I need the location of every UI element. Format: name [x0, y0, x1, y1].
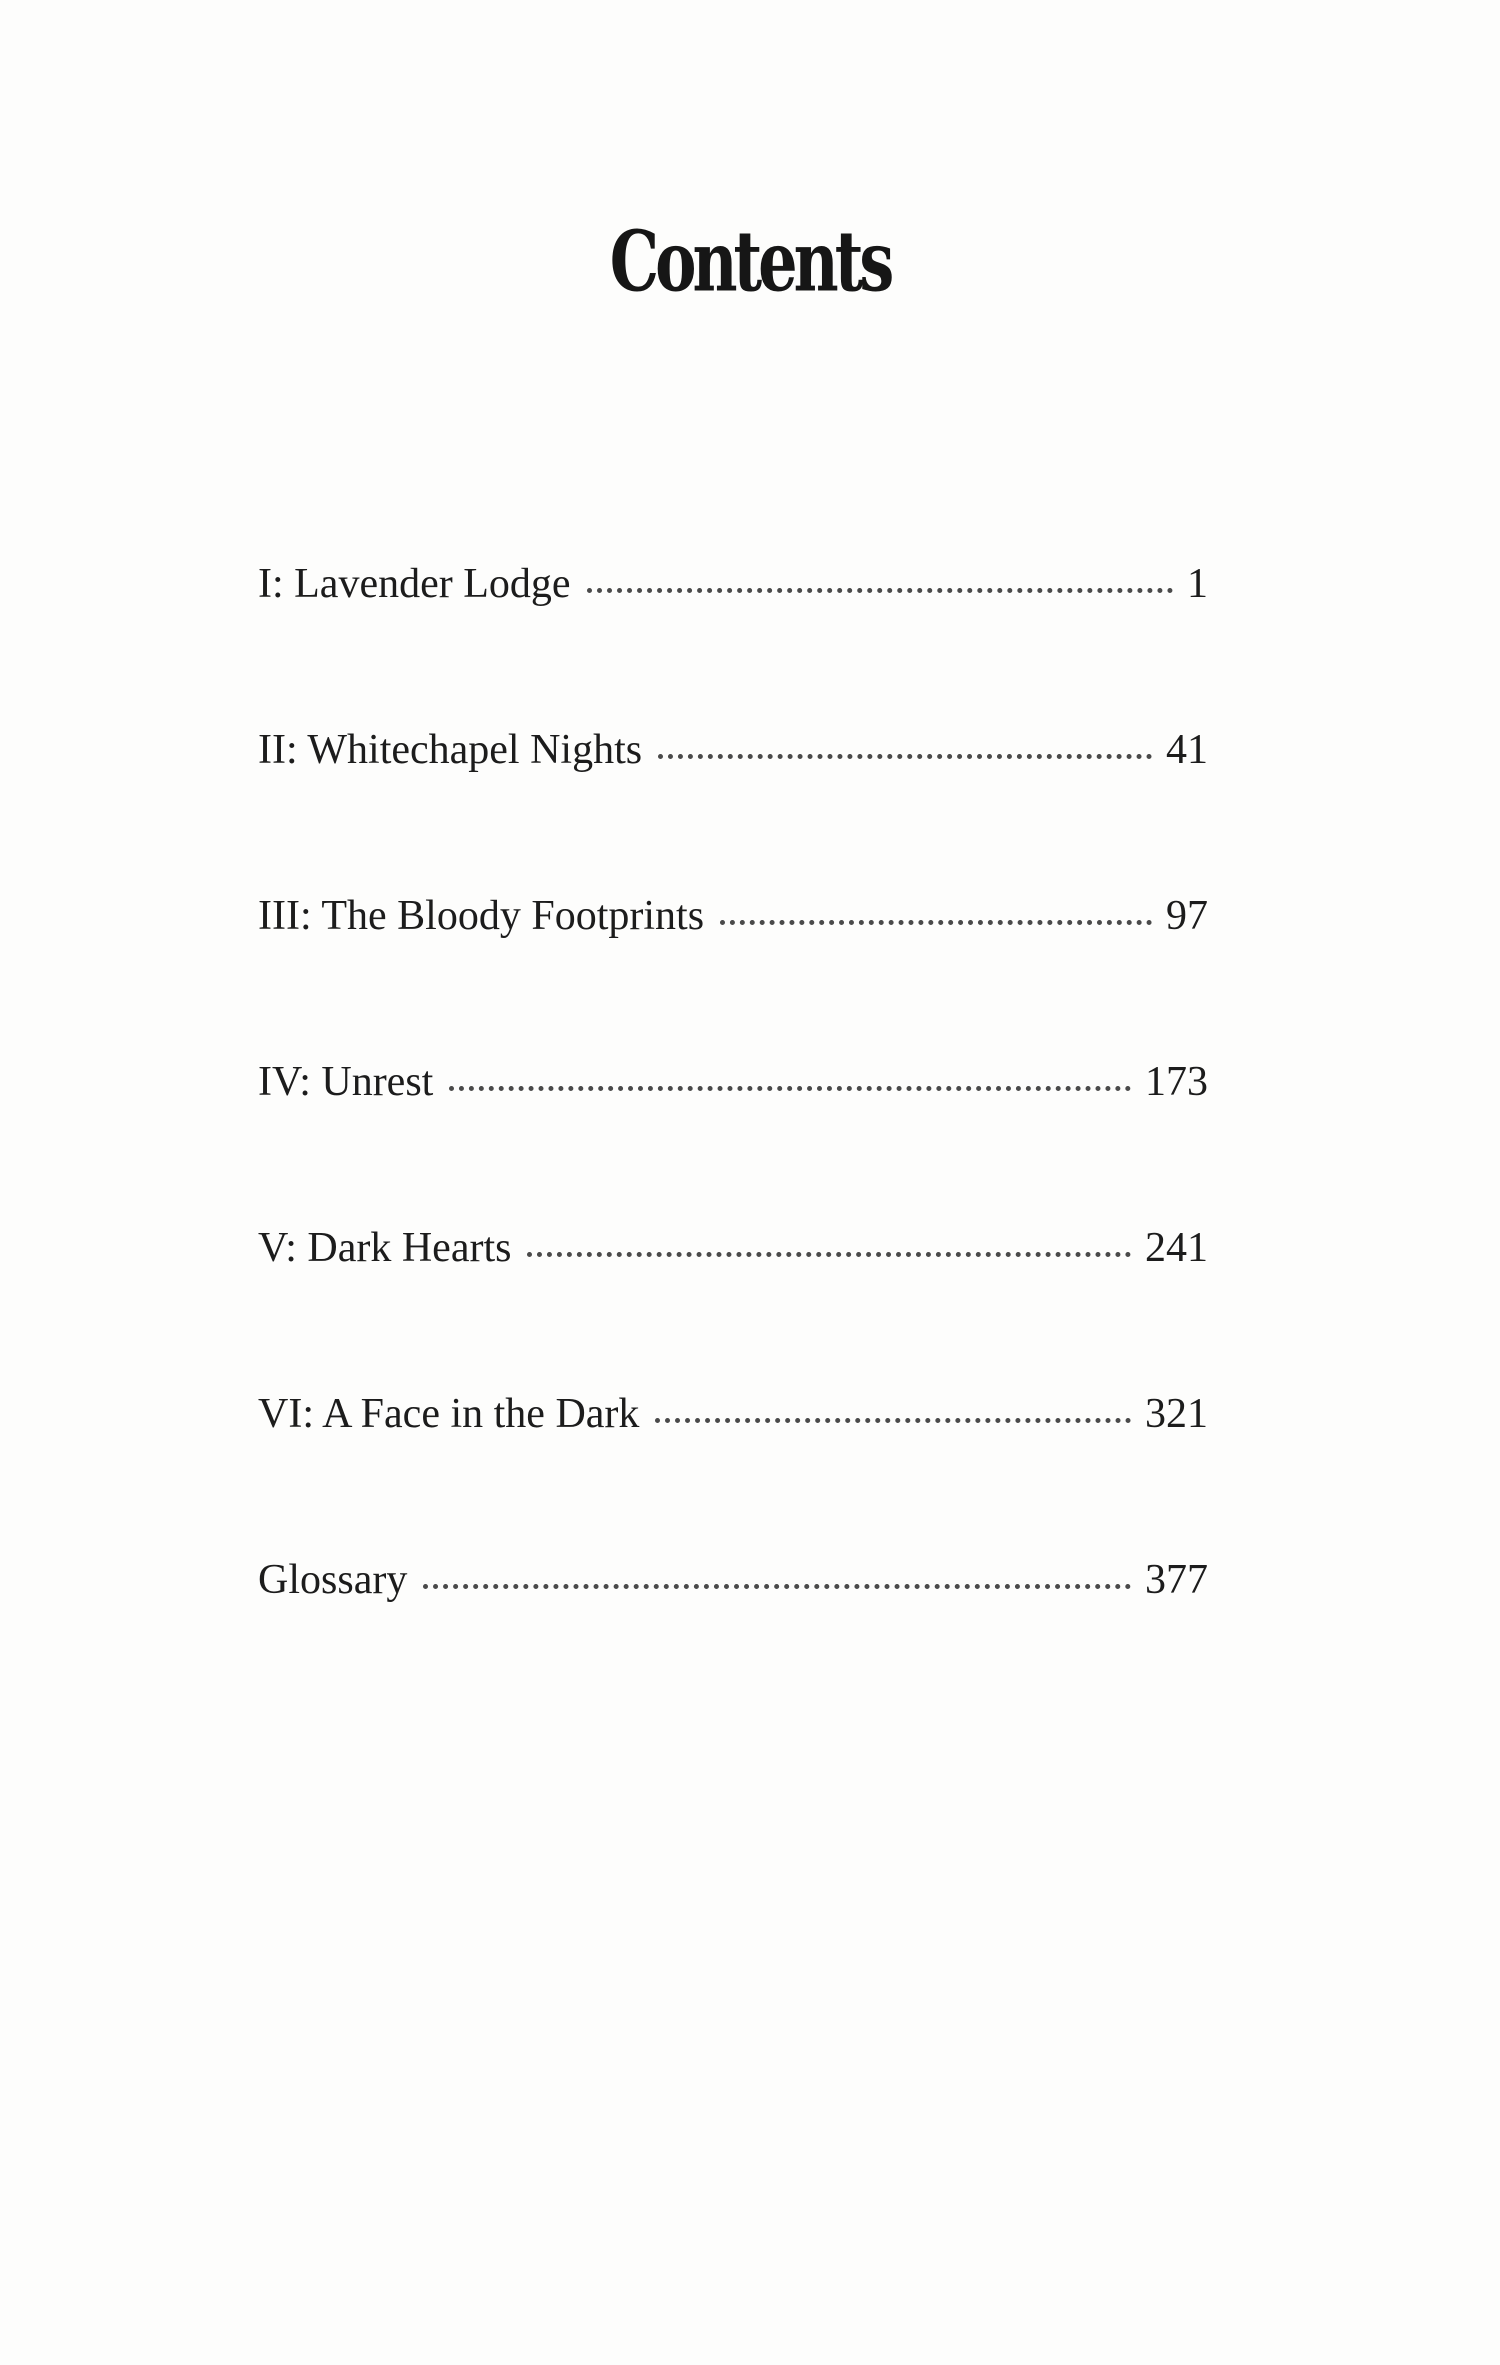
toc-entry-label: III: The Bloody Footprints [258, 893, 705, 939]
toc-entry-page: 377 [1145, 1557, 1208, 1603]
toc-entry-page: 1 [1187, 561, 1208, 607]
toc-entry[interactable] [258, 1556, 1208, 1722]
toc-entry-page: 241 [1145, 1225, 1208, 1271]
dot-leader [587, 588, 1173, 593]
toc-entry[interactable] [258, 1058, 1208, 1224]
toc-entry[interactable] [258, 726, 1208, 892]
toc-entry-label: I: Lavender Lodge [258, 561, 571, 607]
page-title: Contents [609, 212, 891, 311]
dot-leader [527, 1252, 1131, 1257]
toc-entry-label: Glossary [258, 1557, 408, 1603]
toc-entry[interactable] [258, 892, 1208, 1058]
toc-entry-label: V: Dark Hearts [258, 1225, 512, 1271]
toc-entry-label: II: Whitechapel Nights [258, 727, 643, 773]
toc-entry-page: 97 [1166, 893, 1208, 939]
dot-leader [720, 920, 1152, 925]
toc-entry-label: VI: A Face in the Dark [258, 1391, 640, 1437]
dot-leader [658, 754, 1152, 759]
toc-entry-page: 321 [1145, 1391, 1208, 1437]
dot-leader [655, 1418, 1131, 1423]
toc-entry[interactable] [258, 1390, 1208, 1556]
toc-entry-page: 41 [1166, 727, 1208, 773]
toc-entry-label: IV: Unrest [258, 1059, 434, 1105]
table-of-contents [258, 560, 1208, 1722]
toc-entry[interactable] [258, 560, 1208, 726]
dot-leader [449, 1086, 1131, 1091]
dot-leader [423, 1584, 1131, 1589]
toc-entry-page: 173 [1145, 1059, 1208, 1105]
toc-entry[interactable] [258, 1224, 1208, 1390]
